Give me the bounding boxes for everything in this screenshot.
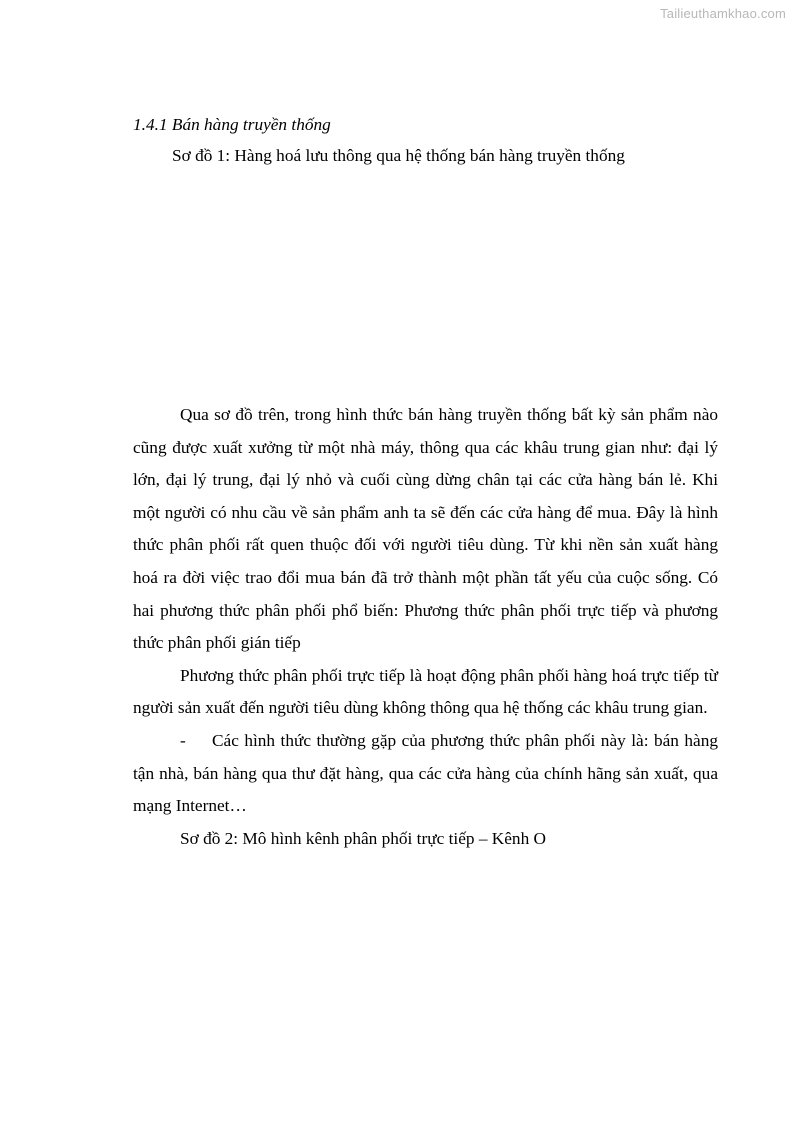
watermark: Tailieuthamkhao.com — [660, 6, 786, 21]
document-page — [133, 112, 718, 855]
bullet-item — [133, 725, 718, 823]
bullet-text: Các hình thức thường gặp của phương thức phân phối này là: bán hàng tận nhà, bán hàng qua thư đặt hàng, qua các cửa hàng của chính hãng sản xuất, qua mạng Internet… — [133, 730, 718, 816]
diagram-1-caption: Sơ đồ 1: Hàng hoá lưu thông qua hệ thống bán hàng truyền thống — [172, 146, 625, 165]
paragraph-traditional-sales: Qua sơ đồ trên, trong hình thức bán hàng truyền thống bất kỳ sản phẩm nào cũng được xuất xưởng từ một nhà máy, thông qua các khâu trung gian như: đại lý lớn, đại lý trung, đại lý nhỏ và cuối cùng dừng chân tại các cửa hàng bán lẻ. Khi một người có nhu cầu về sản phẩm anh ta sẽ đến các cửa hàng để mua. Đây là hình thức phân phối rất quen thuộc đối với người tiêu dùng. Từ khi nền sản xuất hàng hoá ra đời việc trao đổi mua bán đã trở thành một phần tất yếu của cuộc sống. Có hai phương thức phân phối phổ biến: Phương thức phân phối trực tiếp và phương thức phân phối gián tiếp — [133, 405, 718, 653]
paragraph-direct-distribution: Phương thức phân phối trực tiếp là hoạt động phân phối hàng hoá trực tiếp từ người sản xuất đến người tiêu dùng không thông qua hệ thống các khâu trung gian. — [133, 665, 718, 718]
diagram-2-caption: Sơ đồ 2: Mô hình kênh phân phối trực tiếp – Kênh O — [180, 828, 547, 848]
diagram-1-placeholder — [133, 169, 718, 399]
section-heading: 1.4.1 Bán hàng truyền thống — [133, 115, 331, 134]
bullet-dash: - — [180, 730, 186, 750]
